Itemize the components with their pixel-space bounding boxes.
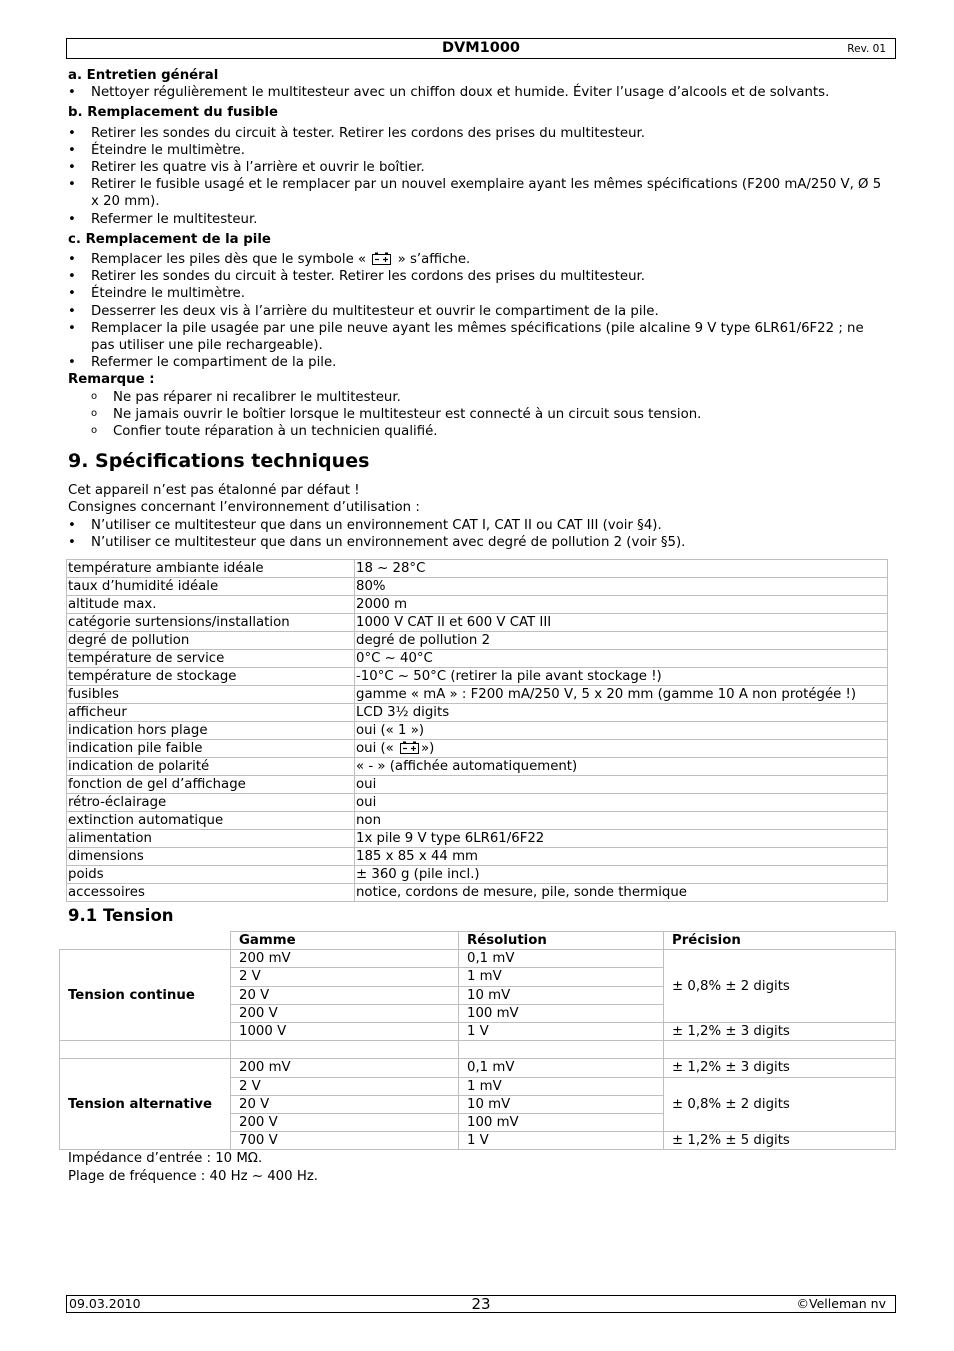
spec-key: température de service (67, 650, 355, 668)
section-b-title: b. Remplacement du fusible (68, 105, 279, 121)
table-row (67, 560, 888, 578)
table-row: 700 V 1 V ± 1,2% ± 5 digits (60, 1132, 896, 1150)
list-item: • Retirer le fusible usagé et le remplacer par un nouvel exemplaire ayant les mêmes spécifications (F200 mA/250 V, Ø 5 x 20 mm). (68, 176, 890, 210)
remark-title: Remarque : (68, 372, 155, 388)
spec-value: 0°C ~ 40°C (355, 650, 888, 668)
table-row (67, 884, 888, 902)
table-row: 20 V 10 mV (60, 1095, 896, 1113)
table-row (67, 722, 888, 740)
voltage-table (59, 931, 896, 1150)
table-row (67, 668, 888, 686)
document-title: DVM1000 (441, 40, 521, 56)
table-row (67, 740, 888, 758)
footer-date: 09.03.2010 (69, 1296, 141, 1311)
table-row (67, 848, 888, 866)
frequency-range-note: Plage de fréquence : 40 Hz ~ 400 Hz. (68, 1168, 319, 1184)
precision-cell: ± 0,8% ± 2 digits (664, 950, 896, 1023)
list-item: • Refermer le compartiment de la pile. (68, 354, 890, 371)
list-item: • Éteindre le multimètre. (68, 285, 890, 302)
spec-key: température de stockage (67, 668, 355, 686)
header-range: Gamme (231, 932, 459, 950)
spec-value: oui (« 1 ») (355, 722, 888, 740)
precision-cell: ± 1,2% ± 3 digits (664, 1059, 896, 1077)
spec-value: oui (« ») (355, 740, 888, 758)
battery-icon (400, 741, 419, 754)
table-row (67, 776, 888, 794)
table-row (67, 758, 888, 776)
spec-key: taux d’humidité idéale (67, 578, 355, 596)
spec-value: LCD 3½ digits (355, 704, 888, 722)
table-row (67, 686, 888, 704)
spec-key: dimensions (67, 848, 355, 866)
table-row: 200 V 100 mV (60, 1113, 896, 1131)
list-item: o Ne pas réparer ni recalibrer le multitesteur. (68, 389, 890, 406)
list-item: • Remplacer les piles dès que le symbole « » s’affiche. (68, 251, 890, 268)
spacer-row (60, 1041, 896, 1059)
table-row: 2 V 1 mV (60, 968, 896, 986)
footer-copyright: ©Velleman nv (796, 1296, 886, 1311)
spec-key: accessoires (67, 884, 355, 902)
spec-value: 2000 m (355, 596, 888, 614)
spec-value: gamme « mA » : F200 mA/250 V, 5 x 20 mm (gamme 10 A non protégée !) (355, 686, 888, 704)
section-9-1-title: 9.1 Tension (68, 906, 174, 926)
spec-key: température ambiante idéale (67, 560, 355, 578)
spec-key: indication pile faible (67, 740, 355, 758)
specifications-table (66, 559, 888, 902)
spec-value: oui (355, 794, 888, 812)
list-item: • Retirer les quatre vis à l’arrière et ouvrir le boîtier. (68, 159, 890, 176)
list-item: • Remplacer la pile usagée par une pile neuve ayant les mêmes spécifications (pile alcaline 9 V type 6LR61/6F22 ; ne pas utiliser une pile rechargeable). (68, 320, 890, 354)
paragraph: Cet appareil n’est pas étalonné par défaut ! (68, 483, 360, 499)
table-row (67, 812, 888, 830)
table-row (67, 650, 888, 668)
spec-key: alimentation (67, 830, 355, 848)
table-row (67, 596, 888, 614)
section-b-list (68, 125, 890, 228)
precision-cell: ± 1,2% ± 5 digits (664, 1132, 896, 1150)
spec-value: 1x pile 9 V type 6LR61/6F22 (355, 830, 888, 848)
table-row (67, 866, 888, 884)
list-item: • N’utiliser ce multitesteur que dans un environnement CAT I, CAT II ou CAT III (voir §4). (68, 517, 890, 534)
dc-voltage-label: Tension continue (60, 950, 231, 1041)
spec-key: extinction automatique (67, 812, 355, 830)
header-resolution: Résolution (459, 932, 664, 950)
revision-label: Rev. 01 (847, 43, 886, 55)
table-row: 2 V 1 mV ± 0,8% ± 2 digits (60, 1077, 896, 1095)
table-row (67, 830, 888, 848)
section-9-title: 9. Spécifications techniques (68, 450, 370, 473)
table-row (67, 632, 888, 650)
precision-cell: ± 1,2% ± 3 digits (664, 1023, 896, 1041)
precision-cell: ± 0,8% ± 2 digits (664, 1077, 896, 1132)
list-item: o Confier toute réparation à un technicien qualifié. (68, 423, 890, 440)
table-row (67, 614, 888, 632)
list-item: • Retirer les sondes du circuit à tester. Retirer les cordons des prises du multitesteur. (68, 125, 890, 142)
page-content (68, 67, 890, 1185)
spec-key: rétro-éclairage (67, 794, 355, 812)
battery-icon (372, 252, 391, 265)
section-9-list (68, 517, 890, 551)
spec-value: 80% (355, 578, 888, 596)
list-item: • Refermer le multitesteur. (68, 211, 890, 228)
spec-key: indication hors plage (67, 722, 355, 740)
table-header-row (60, 932, 896, 950)
spec-value: 1000 V CAT II et 600 V CAT III (355, 614, 888, 632)
spec-key: catégorie surtensions/installation (67, 614, 355, 632)
spec-key: afficheur (67, 704, 355, 722)
ac-voltage-label: Tension alternative (60, 1059, 231, 1150)
spec-value: -10°C ~ 50°C (retirer la pile avant stockage !) (355, 668, 888, 686)
list-item: • Desserrer les deux vis à l’arrière du multitesteur et ouvrir le compartiment de la pile. (68, 303, 890, 320)
list-item: • N’utiliser ce multitesteur que dans un environnement avec degré de pollution 2 (voir §5). (68, 534, 890, 551)
section-a-list (68, 84, 890, 101)
table-row (67, 704, 888, 722)
input-impedance-note: Impédance d’entrée : 10 MΩ. (68, 1151, 263, 1167)
spec-key: altitude max. (67, 596, 355, 614)
table-row: Tension alternative 200 mV 0,1 mV ± 1,2% ± 3 digits (60, 1059, 896, 1077)
spec-value: 18 ~ 28°C (355, 560, 888, 578)
remark-list (68, 389, 890, 441)
table-row: 20 V 10 mV (60, 986, 896, 1004)
list-item: o Ne jamais ouvrir le boîtier lorsque le multitesteur est connecté à un circuit sous tension. (68, 406, 890, 423)
section-c-title: c. Remplacement de la pile (68, 231, 271, 247)
table-row: 200 V 100 mV (60, 1004, 896, 1022)
page-header (66, 38, 896, 59)
page-footer (66, 1295, 896, 1313)
spec-value: notice, cordons de mesure, pile, sonde thermique (355, 884, 888, 902)
spec-key: degré de pollution (67, 632, 355, 650)
spec-value: non (355, 812, 888, 830)
spec-key: indication de polarité (67, 758, 355, 776)
table-row (67, 794, 888, 812)
list-item: • Éteindre le multimètre. (68, 142, 890, 159)
spec-key: fonction de gel d’affichage (67, 776, 355, 794)
section-c-list (68, 251, 890, 371)
page-number: 23 (471, 1295, 491, 1313)
table-row: Tension continue 200 mV 0,1 mV ± 0,8% ± 2 digits (60, 950, 896, 968)
spec-key: poids (67, 866, 355, 884)
spec-value: « - » (affichée automatiquement) (355, 758, 888, 776)
spec-value: ± 360 g (pile incl.) (355, 866, 888, 884)
section-a-title: a. Entretien général (68, 68, 219, 83)
spec-key: fusibles (67, 686, 355, 704)
paragraph: Consignes concernant l’environnement d’utilisation : (68, 500, 420, 516)
list-item: • Retirer les sondes du circuit à tester. Retirer les cordons des prises du multitesteur. (68, 268, 890, 285)
spec-value: degré de pollution 2 (355, 632, 888, 650)
table-row (67, 578, 888, 596)
spec-value: oui (355, 776, 888, 794)
table-row: 1000 V 1 V ± 1,2% ± 3 digits (60, 1023, 896, 1041)
spec-value: 185 x 85 x 44 mm (355, 848, 888, 866)
list-item: • Nettoyer régulièrement le multitesteur avec un chiffon doux et humide. Éviter l’usage d’alcools et de solvants. (68, 84, 890, 101)
header-precision: Précision (664, 932, 896, 950)
